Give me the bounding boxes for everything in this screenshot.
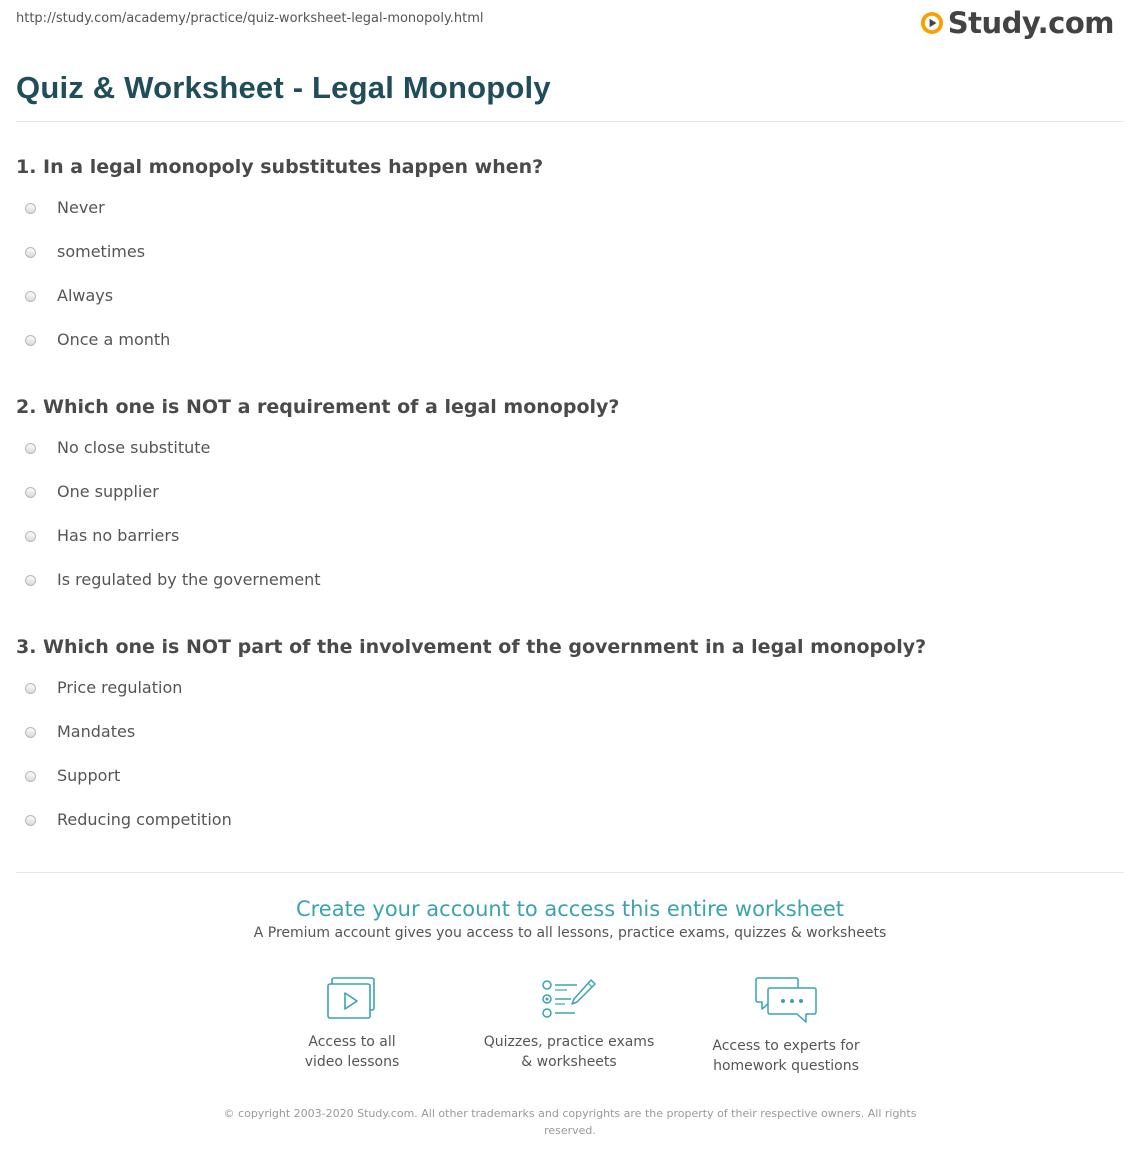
answer-choice[interactable]	[16, 677, 1116, 721]
feature-quizzes	[469, 976, 669, 1072]
page-title: Quiz & Worksheet - Legal Monopoly	[16, 70, 551, 105]
question-text: 3. Which one is NOT part of the involvement of the government in a legal monopoly?	[16, 636, 927, 658]
feature-label-line2: video lessons	[304, 1054, 400, 1070]
choice-label: Once a month	[57, 330, 171, 349]
answer-choice[interactable]	[16, 329, 1116, 373]
promo-subtitle: A Premium account gives you access to all lessons, practice exams, quizzes & worksheets	[253, 925, 887, 941]
radio-button[interactable]	[25, 531, 36, 542]
radio-button[interactable]	[25, 815, 36, 826]
title-divider	[16, 121, 1124, 122]
feature-label-line1: Access to all	[308, 1034, 396, 1050]
radio-button[interactable]	[25, 247, 36, 258]
chat-experts-icon	[754, 976, 818, 1026]
feature-label-line1: Quizzes, practice exams	[483, 1034, 655, 1050]
answer-choice[interactable]	[16, 765, 1116, 809]
copyright-line1: © copyright 2003-2020 Study.com. All other trademarks and copyrights are the property of their respective owners. All rights	[223, 1107, 917, 1120]
question-text: 2. Which one is NOT a requirement of a legal monopoly?	[16, 396, 620, 418]
copyright-notice	[210, 1105, 930, 1139]
answer-choice[interactable]	[16, 721, 1116, 765]
radio-button[interactable]	[25, 335, 36, 346]
choice-list	[16, 437, 1116, 613]
answer-choice[interactable]	[16, 241, 1116, 285]
choice-label: Mandates	[57, 722, 136, 741]
feature-experts	[686, 976, 886, 1076]
radio-button[interactable]	[25, 291, 36, 302]
answer-choice[interactable]	[16, 525, 1116, 569]
logo-wordmark: Study.com	[947, 6, 1114, 40]
choice-label: One supplier	[57, 482, 159, 501]
video-lessons-icon	[326, 976, 378, 1022]
choice-label: sometimes	[57, 242, 146, 261]
radio-button[interactable]	[25, 203, 36, 214]
radio-button[interactable]	[25, 575, 36, 586]
choice-label: Never	[57, 198, 105, 217]
question-text: 1. In a legal monopoly substitutes happen when?	[16, 156, 544, 178]
feature-label-line1: Access to experts for	[712, 1038, 860, 1054]
answer-choice[interactable]	[16, 197, 1116, 241]
choice-label: Reducing competition	[57, 810, 232, 829]
radio-button[interactable]	[25, 727, 36, 738]
radio-button[interactable]	[25, 487, 36, 498]
study-logo[interactable]	[920, 6, 1114, 40]
choice-list	[16, 677, 1116, 853]
question-2	[16, 394, 1116, 613]
feature-label-line2: & worksheets	[521, 1054, 617, 1070]
answer-choice[interactable]	[16, 285, 1116, 329]
choice-label: No close substitute	[57, 438, 211, 457]
question-1	[16, 154, 1116, 373]
play-circle-icon	[920, 11, 944, 35]
choice-label: Price regulation	[57, 678, 183, 697]
feature-video-lessons	[252, 976, 452, 1072]
choice-label: Is regulated by the governement	[57, 570, 321, 589]
answer-choice[interactable]	[16, 437, 1116, 481]
create-account-link[interactable]: Create your account to access this entire worksheet	[295, 897, 845, 921]
question-3	[16, 634, 1116, 853]
choice-label: Support	[57, 766, 121, 785]
answer-choice[interactable]	[16, 481, 1116, 525]
copyright-line2: reserved.	[544, 1124, 596, 1137]
answer-choice[interactable]	[16, 569, 1116, 613]
page-url: http://study.com/academy/practice/quiz-worksheet-legal-monopoly.html	[16, 11, 484, 26]
choice-label: Has no barriers	[57, 526, 180, 545]
answer-choice[interactable]	[16, 809, 1116, 853]
choice-label: Always	[57, 286, 114, 305]
promo-divider	[16, 872, 1124, 873]
radio-button[interactable]	[25, 443, 36, 454]
choice-list	[16, 197, 1116, 373]
radio-button[interactable]	[25, 771, 36, 782]
radio-button[interactable]	[25, 683, 36, 694]
quizzes-icon	[541, 976, 597, 1022]
feature-label-line2: homework questions	[713, 1058, 859, 1074]
